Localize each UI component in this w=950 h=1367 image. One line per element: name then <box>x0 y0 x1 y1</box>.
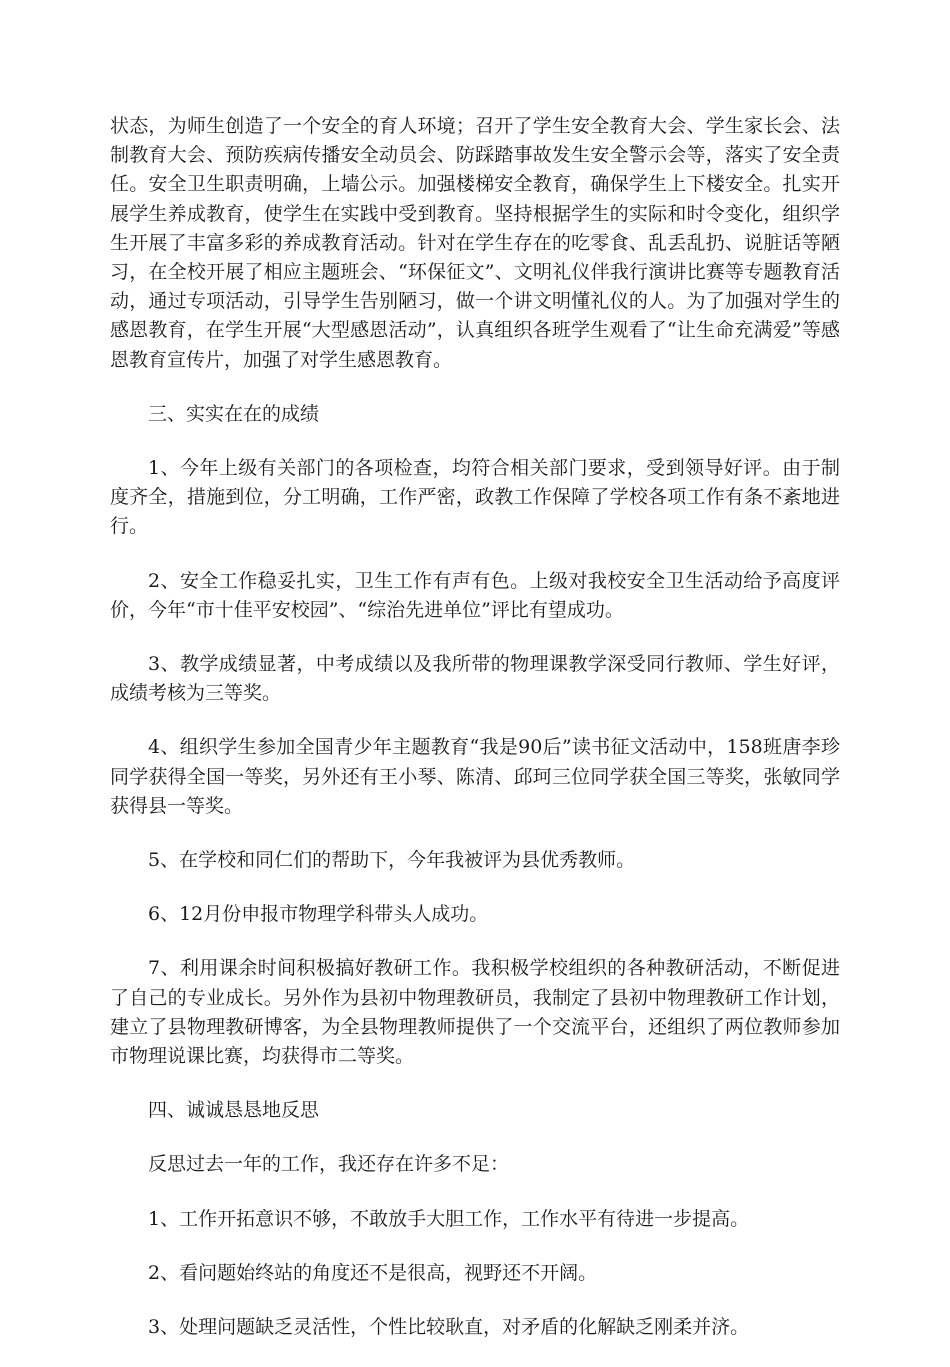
paragraph-shortcoming-2: 2、看问题始终站的角度还不是很高，视野还不开阔。 <box>148 1261 598 1284</box>
document-page <box>110 112 840 1367</box>
paragraph-achievement-4: 4、组织学生参加全国青少年主题教育“我是90后”读书征文活动中，158班唐李珍同学获得全国一等奖，另外还有王小琴、陈清、邱珂三位同学获全国三等奖，张敏同学获得县一等奖。 <box>110 736 840 817</box>
paragraph-achievement-7: 7、利用课余时间积极搞好教研工作。我积极学校组织的各种教研活动，不断促进了自己的专业成长。另外作为县初中物理教研员，我制定了县初中物理教研工作计划，建立了县物理教研博客，为全县物理教师提供了一个交流平台，还组织了两位教师参加市物理说课比赛，均获得市二等奖。 <box>110 957 840 1068</box>
paragraph-reflection-intro: 反思过去一年的工作，我还存在许多不足： <box>148 1153 510 1176</box>
paragraph-shortcoming-3: 3、处理问题缺乏灵活性，个性比较耿直，对矛盾的化解缺乏刚柔并济。 <box>148 1316 750 1339</box>
paragraph-safety-education: 状态，为师生创造了一个安全的育人环境；召开了学生安全教育大会、学生家长会、法制教育大会、预防疾病传播安全动员会、防踩踏事故发生安全警示会等，落实了安全责任。安全卫生职责明确，上墙公示。加强楼梯安全教育，确保学生上下楼安全。扎实开展学生养成教育，使学生在实践中受到教育。坚持根据学生的实际和时令变化，组织学生开展了丰富多彩的养成教育活动。针对在学生存在的吃零食、乱丢乱扔、说脏话等陋习，在全校开展了相应主题班会、“环保征文”、文明礼仪伴我行演讲比赛等专题教育活动，通过专项活动，引导学生告别陋习，做一个讲文明懂礼仪的人。为了加强对学生的感恩教育，在学生开展“大型感恩活动”，认真组织各班学生观看了“让生命充满爱”等感恩教育宣传片，加强了对学生感恩教育。 <box>110 115 840 371</box>
paragraph-shortcoming-1: 1、工作开拓意识不够，不敢放手大胆工作，工作水平有待进一步提高。 <box>148 1207 750 1230</box>
paragraph-achievement-5: 5、在学校和同仁们的帮助下，今年我被评为县优秀教师。 <box>148 849 636 872</box>
paragraph-achievement-3: 3、教学成绩显著，中考成绩以及我所带的物理课教学深受同行教师、学生好评，成绩考核为三等奖。 <box>110 653 840 705</box>
paragraph-achievement-1: 1、今年上级有关部门的各项检查，均符合相关部门要求，受到领导好评。由于制度齐全，措施到位，分工明确，工作严密，政教工作保障了学校各项工作有条不紊地进行。 <box>110 457 840 538</box>
paragraph-achievement-2: 2、安全工作稳妥扎实，卫生工作有声有色。上级对我校安全卫生活动给予高度评价，今年“市十佳平安校园”、“综治先进单位”评比有望成功。 <box>110 569 840 621</box>
paragraph-achievement-6: 6、12月份申报市物理学科带头人成功。 <box>148 903 489 926</box>
section-heading-reflection: 四、诚诚恳恳地反思 <box>148 1099 320 1122</box>
section-heading-achievements: 三、实实在在的成绩 <box>148 402 320 425</box>
